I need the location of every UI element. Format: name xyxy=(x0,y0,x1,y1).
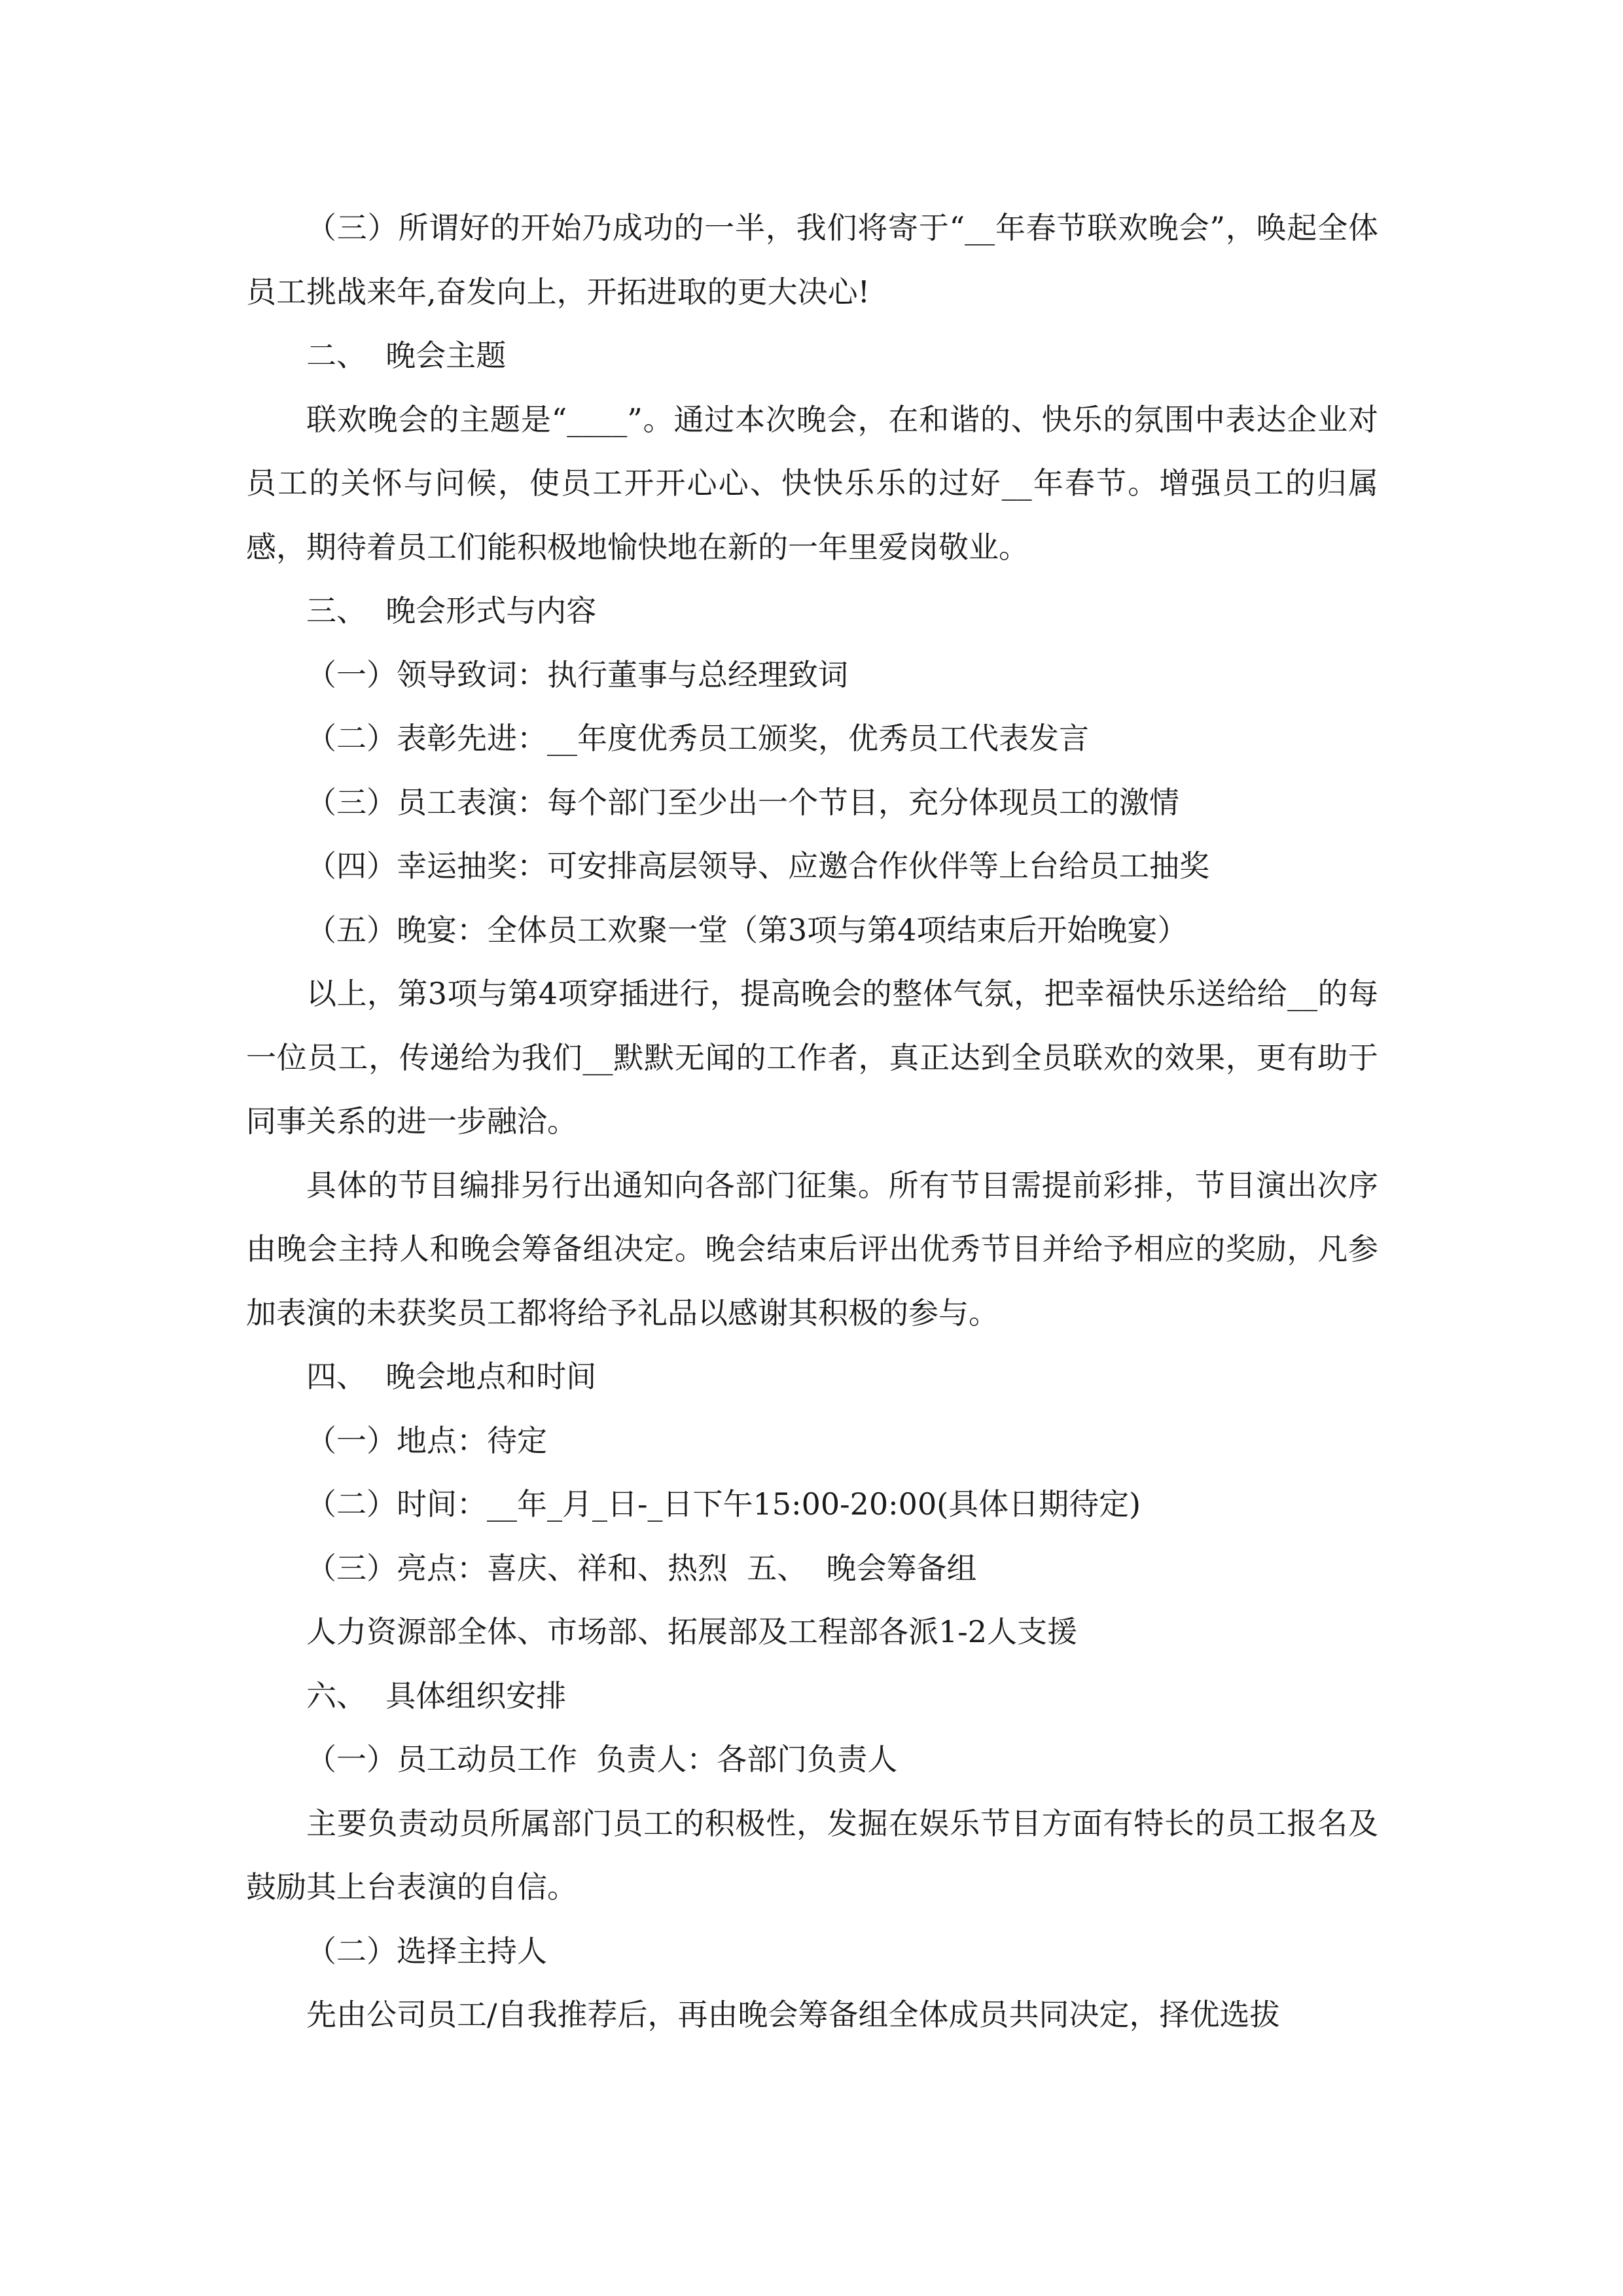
list-item-leader-speech: （一）领导致词：执行董事与总经理致词 xyxy=(306,656,848,692)
paragraph-prep-team: 人力资源部全体、市场部、拓展部及工程部各派1-2人支援 xyxy=(306,1614,1078,1649)
paragraph-theme: 联欢晚会的主题是“____”。通过本次晚会，在和谐的、快乐的氛围中表达企业对员工的关怀与问候，使员工开开心心、快快乐乐的过好__年春节。增强员工的归属感，期待着员工们能积极地愉快地在新的一年里爱岗敬业。 xyxy=(246,401,1378,565)
list-item-mobilization: （一）员工动员工作 负责人：各部门负责人 xyxy=(306,1742,898,1777)
heading-format-content: 三、 晚会形式与内容 xyxy=(306,593,597,628)
paragraph-purpose-3: （三）所谓好的开始乃成功的一半，我们将寄于“__年春节联欢晚会”，唤起全体员工挑战来年,奋发向上，开拓进取的更大决心! xyxy=(246,210,1378,310)
list-item-lucky-draw: （四）幸运抽奖：可安排高层领导、应邀合作伙伴等上台给员工抽奖 xyxy=(306,848,1209,884)
list-item-performances: （三）员工表演：每个部门至少出一个节目，充分体现员工的激情 xyxy=(306,784,1179,820)
list-item-banquet: （五）晚宴：全体员工欢聚一堂（第3项与第4项结束后开始晚宴） xyxy=(306,912,1188,948)
list-item-highlights: （三）亮点：喜庆、祥和、热烈 五、 晚会筹备组 xyxy=(306,1550,977,1586)
heading-theme: 二、 晚会主题 xyxy=(306,338,507,373)
document-body xyxy=(246,196,1378,2047)
list-item-host-selection: （二）选择主持人 xyxy=(306,1933,547,1969)
paragraph-summary: 以上，第3项与第4项穿插进行，提高晚会的整体气氛，把幸福快乐送给给__的每一位员工，传递给为我们__默默无闻的工作者，真正达到全员联欢的效果，更有助于同事关系的进一步融洽。 xyxy=(246,976,1378,1139)
paragraph-mobilization-detail: 主要负责动员所属部门员工的积极性，发掘在娱乐节目方面有特长的员工报名及鼓励其上台表演的自信。 xyxy=(246,1805,1378,1905)
list-item-time: （二）时间：__年_月_日-_日下午15:00-20:00(具体日期待定) xyxy=(306,1486,1141,1522)
list-item-venue: （一）地点：待定 xyxy=(306,1422,547,1458)
list-item-awards: （二）表彰先进：__年度优秀员工颁奖，优秀员工代表发言 xyxy=(306,721,1089,756)
paragraph-program-arrangement: 具体的节目编排另行出通知向各部门征集。所有节目需提前彩排，节目演出次序由晚会主持人和晚会筹备组决定。晚会结束后评出优秀节目并给予相应的奖励，凡参加表演的未获奖员工都将给予礼品以感谢其积极的参与。 xyxy=(246,1167,1378,1331)
paragraph-host-selection-detail: 先由公司员工/自我推荐后，再由晚会筹备组全体成员共同决定，择优选拔 xyxy=(306,1997,1280,2032)
heading-venue-time: 四、 晚会地点和时间 xyxy=(306,1359,597,1394)
heading-organization: 六、 具体组织安排 xyxy=(306,1677,567,1713)
